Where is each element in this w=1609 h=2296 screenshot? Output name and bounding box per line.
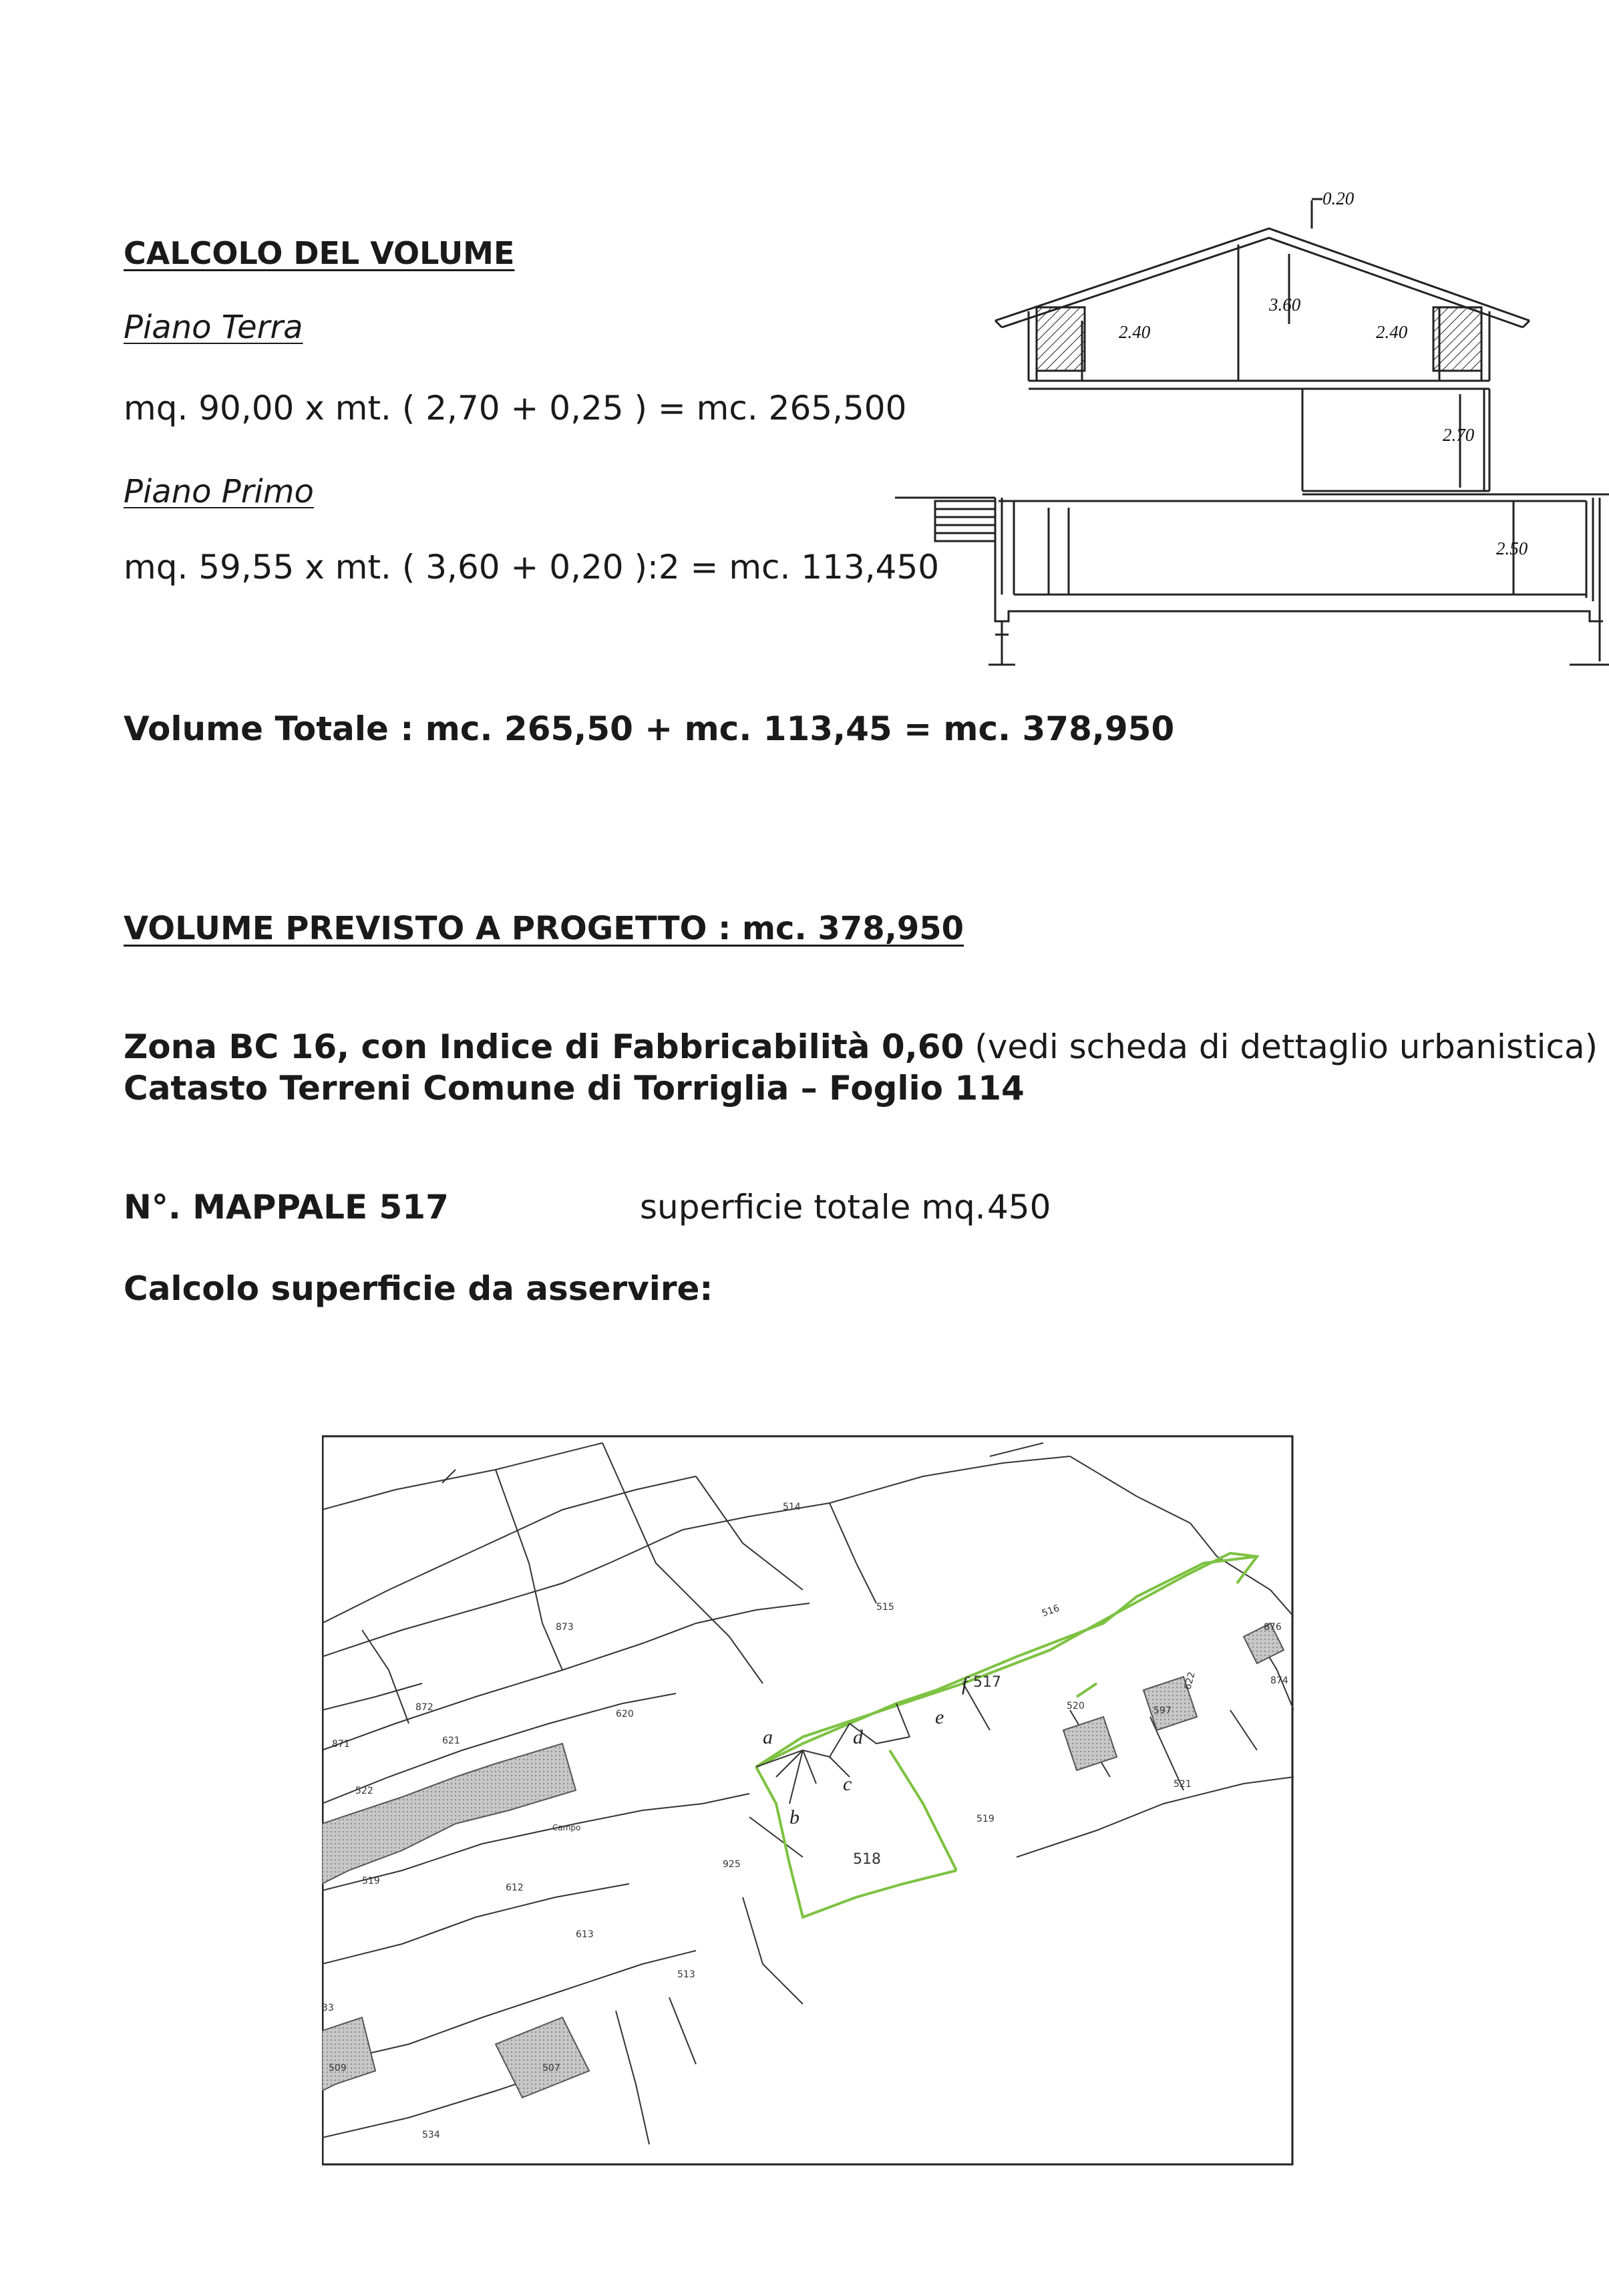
building-section-drawing <box>895 180 1609 675</box>
parcel-519: 519 <box>976 1814 995 1824</box>
parcel-622: 622 <box>1182 1671 1198 1691</box>
letter-d: d <box>853 1726 863 1748</box>
parcel-515: 515 <box>876 1602 894 1613</box>
volume-previsto: VOLUME PREVISTO A PROGETTO : mc. 378,950 <box>124 910 964 947</box>
mappale-label: N°. MAPPALE 517 <box>124 1188 449 1226</box>
parcel-520: 520 <box>1067 1701 1085 1711</box>
parcel-612: 612 <box>506 1882 524 1893</box>
parcel-620: 620 <box>616 1709 634 1719</box>
parcel-872: 872 <box>415 1702 433 1713</box>
parcel-521: 521 <box>1174 1779 1192 1790</box>
dim-3-60: 3.60 <box>1269 295 1301 315</box>
parcel-519-b: 519 <box>362 1876 380 1887</box>
parcel-507: 507 <box>542 2063 560 2074</box>
parcel-522: 522 <box>355 1786 373 1796</box>
surface-label: superficie totale mq. <box>640 1188 986 1226</box>
parcel-871: 871 <box>332 1739 350 1750</box>
dim-0-20: 0.20 <box>1322 188 1355 208</box>
parcel-516: 516 <box>1040 1603 1061 1619</box>
parcel-925: 925 <box>723 1859 741 1870</box>
dim-2-40-left: 2.40 <box>1119 322 1151 342</box>
parcel-874: 874 <box>1270 1675 1288 1686</box>
volume-total: Volume Totale : mc. 265,50 + mc. 113,45 = mc. 378,950 <box>124 709 1175 748</box>
parcel-534: 534 <box>422 2130 440 2140</box>
parcel-613: 613 <box>576 1929 594 1940</box>
dim-2-70: 2.70 <box>1443 425 1475 445</box>
parcel-873: 873 <box>556 1622 574 1633</box>
parcel-597: 597 <box>1153 1705 1172 1716</box>
ground-floor-formula: mq. 90,00 x mt. ( 2,70 + 0,25 ) = mc. 265,500 <box>124 389 907 428</box>
campo-label: Campo <box>552 1823 581 1832</box>
parcel-509: 509 <box>329 2063 347 2074</box>
surface-value: 450 <box>987 1188 1051 1226</box>
letter-b: b <box>789 1806 799 1828</box>
calc-surface-label: Calcolo superficie da asservire: <box>124 1269 713 1308</box>
letter-c: c <box>843 1773 852 1795</box>
first-floor-label: Piano Primo <box>124 473 314 510</box>
buildings <box>322 1623 1284 2098</box>
parcel-518: 518 <box>853 1851 881 1868</box>
letter-a: a <box>763 1726 773 1748</box>
cadastre-line: Catasto Terreni Comune di Torriglia – Foglio 114 <box>124 1069 1025 1108</box>
highlighted-parcel-boundary <box>756 1553 1257 1917</box>
zone-line <box>124 1027 1598 1066</box>
parcel-876: 876 <box>1264 1622 1282 1633</box>
dim-2-40-right: 2.40 <box>1376 322 1408 342</box>
hatched-wall-right <box>1433 307 1481 371</box>
cadastral-map <box>322 1430 1294 2171</box>
ground-floor-label: Piano Terra <box>124 309 303 346</box>
parcel-514: 514 <box>783 1502 801 1512</box>
first-floor-formula: mq. 59,55 x mt. ( 3,60 + 0,20 ):2 = mc. 113,450 <box>124 548 940 587</box>
letter-f: f <box>962 1673 968 1695</box>
letter-e: e <box>935 1706 944 1728</box>
hatched-wall-left <box>1037 307 1085 371</box>
zone-bold: Zona BC 16, con Indice di Fabbricabilità 0,60 <box>124 1027 964 1066</box>
parcel-33: 33 <box>322 2003 334 2013</box>
parcel-513: 513 <box>677 1969 695 1980</box>
calc-title: CALCOLO DEL VOLUME <box>124 235 515 271</box>
dim-2-50: 2.50 <box>1496 538 1528 558</box>
parcel-517: 517 <box>973 1674 1001 1691</box>
zone-note: (vedi scheda di dettaglio urbanistica) <box>974 1027 1598 1066</box>
parcel-621: 621 <box>442 1736 460 1746</box>
